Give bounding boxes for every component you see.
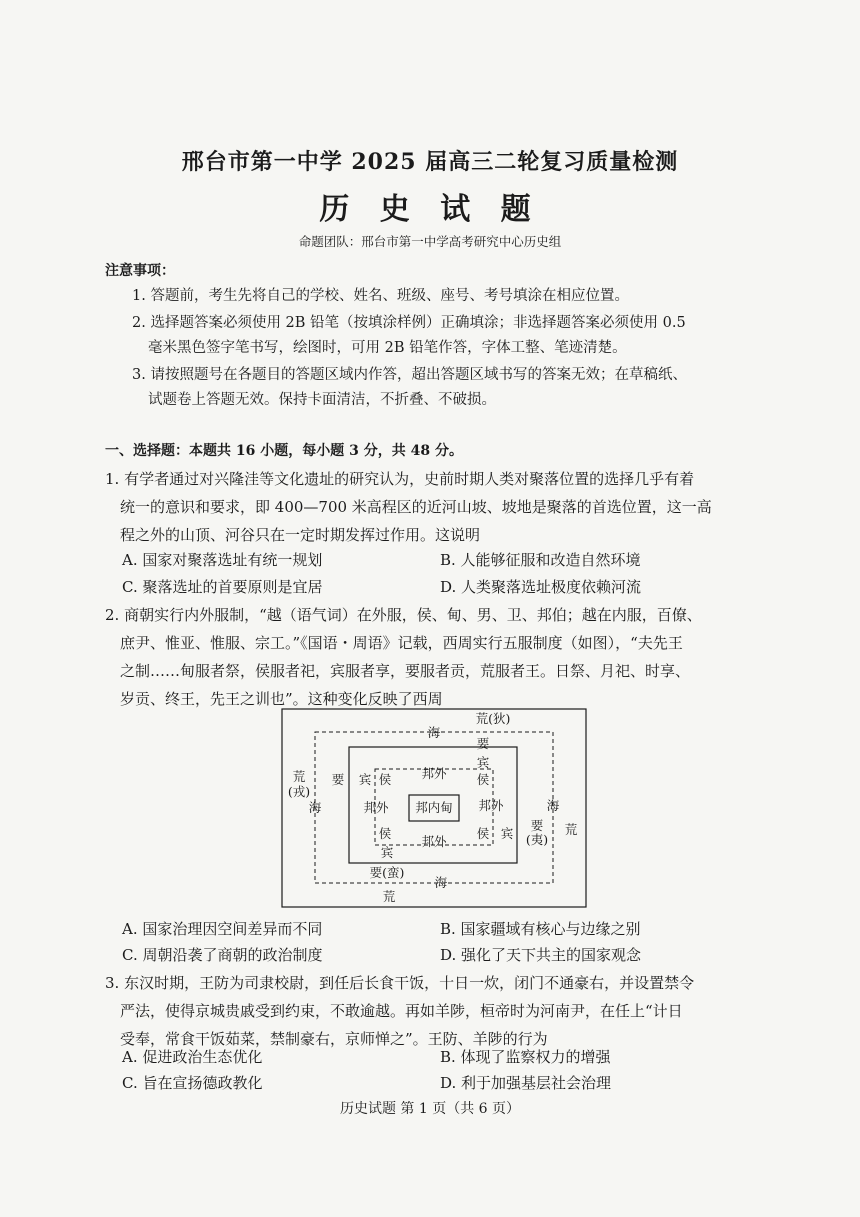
notice-item-2-cont: 毫米黑色签字笔书写，绘图时，可用 2B 铅笔作答，字体工整、笔迹清楚。: [148, 340, 627, 356]
label-huang-left: 荒(戎): [287, 769, 311, 799]
question-1-line-3: 程之外的山顶、河谷只在一定时期发挥过作用。这说明: [120, 526, 481, 544]
notice-item-3-cont: 试题卷上答题无效。保持卡面清洁，不折叠、不破损。: [148, 392, 496, 408]
question-2-option-a[interactable]: A. 国家治理因空间差异而不同: [122, 920, 323, 938]
question-1-option-d[interactable]: D. 人类聚落选址极度依赖河流: [440, 578, 642, 596]
label-yao-bottom: 要(蛮): [369, 865, 405, 880]
label-yao-left: 要: [331, 772, 345, 787]
question-3-option-b[interactable]: B. 体现了监察权力的增强: [440, 1048, 611, 1066]
label-hai-left: 海: [308, 800, 322, 815]
question-1-line-2: 统一的意识和要求，即 400—700 米高程区的近河山坡、坡地是聚落的首选位置，这一高: [120, 498, 712, 516]
author-team: 命题团队：邢台市第一中学高考研究中心历史组: [298, 234, 562, 249]
section-heading: 一、选择题：本题共 16 小题，每小题 3 分，共 48 分。: [105, 443, 463, 459]
notice-item-1: 1. 答题前，考生先将自己的学校、姓名、班级、座号、考号填涂在相应位置。: [132, 288, 629, 304]
question-2-option-c[interactable]: C. 周朝沿袭了商朝的政治制度: [122, 946, 323, 964]
label-bin-top: 宾: [476, 755, 490, 770]
label-bangwai-left: 邦外: [363, 800, 389, 815]
question-2-line-2: 庶尹、惟亚、惟服、宗工。”《国语・周语》记载，西周实行五服制度（如图），“夫先王: [120, 634, 683, 652]
question-2-line-1: 2. 商朝实行内外服制，“越（语气词）在外服，侯、甸、男、卫、邦伯；越在内服，百僚、: [105, 606, 702, 624]
question-3-line-3: 受奉，常食干饭茹菜，禁制豪右，京师惮之”。王防、羊陟的行为: [120, 1030, 548, 1048]
label-huang-top: 荒(狄): [475, 711, 511, 726]
label-huang-bottom: 荒: [382, 889, 396, 904]
question-2-line-3: 之制……甸服者祭，侯服者祀，宾服者享，要服者贡，荒服者王。日祭、月祀、时享、: [120, 662, 691, 680]
page-footer: 历史试题 第 1 页（共 6 页）: [339, 1101, 521, 1117]
label-hai-right: 海: [546, 798, 560, 813]
label-center-royal-domain: 邦内甸: [415, 800, 453, 815]
notice-item-3: 3. 请按照题号在各题目的答题区域内作答，超出答题区域书写的答案无效；在草稿纸、: [132, 367, 687, 383]
question-2-option-b[interactable]: B. 国家疆域有核心与边缘之别: [440, 920, 641, 938]
label-hou-bottom-right: 侯: [476, 826, 490, 841]
label-bangwai-bottom: 邦外: [421, 834, 447, 849]
question-2-option-d[interactable]: D. 强化了天下共主的国家观念: [440, 946, 642, 964]
label-yao-right: 要(夷): [525, 818, 549, 847]
exam-title: 邢台市第一中学 2025 届高三二轮复习质量检测: [181, 149, 679, 175]
question-1-option-b[interactable]: B. 人能够征服和改造自然环境: [440, 551, 641, 569]
question-1-option-a[interactable]: A. 国家对聚落选址有统一规划: [122, 551, 323, 569]
label-hai-top: 海: [427, 725, 441, 740]
label-bin-bottom: 宾: [380, 845, 394, 860]
question-3-line-1: 3. 东汉时期，王防为司隶校尉，到任后长食干饭，十日一炊，闭门不通豪右，并设置禁令: [105, 974, 695, 992]
question-1-line-1: 1. 有学者通过对兴隆洼等文化遗址的研究认为，史前时期人类对聚落位置的选择几乎有着: [105, 470, 695, 488]
label-hai-bottom: 海: [434, 875, 448, 890]
label-bangwai-right: 邦外: [478, 798, 504, 813]
label-bangwai-top: 邦外: [421, 766, 447, 781]
question-1-option-c[interactable]: C. 聚落选址的首要原则是宜居: [122, 578, 323, 596]
label-hou-bottom-left: 侯: [378, 826, 392, 841]
label-huang-right: 荒: [564, 822, 578, 837]
question-3-line-2: 严法，使得京城贵戚受到约束，不敢逾越。再如羊陟，桓帝时为河南尹，在任上“计日: [120, 1002, 683, 1020]
subject-title: 历 史 试 题: [319, 192, 541, 227]
label-bin-right: 宾: [500, 826, 514, 841]
label-bin-left: 宾: [358, 772, 372, 787]
label-hou-top-left: 侯: [378, 772, 392, 787]
question-2-line-4: 岁贡、终王，先王之训也”。这种变化反映了西周: [120, 690, 443, 708]
notice-item-2: 2. 选择题答案必须使用 2B 铅笔（按填涂样例）正确填涂；非选择题答案必须使用 0.5: [132, 315, 686, 331]
five-zones-diagram: [281, 708, 587, 908]
question-3-option-c[interactable]: C. 旨在宣扬德政教化: [122, 1074, 263, 1092]
question-3-option-d[interactable]: D. 利于加强基层社会治理: [440, 1074, 612, 1092]
label-hou-top-right: 侯: [476, 772, 490, 787]
label-yao-top: 要: [476, 736, 490, 751]
notice-heading: 注意事项：: [105, 263, 175, 279]
question-3-option-a[interactable]: A. 促进政治生态优化: [122, 1048, 263, 1066]
